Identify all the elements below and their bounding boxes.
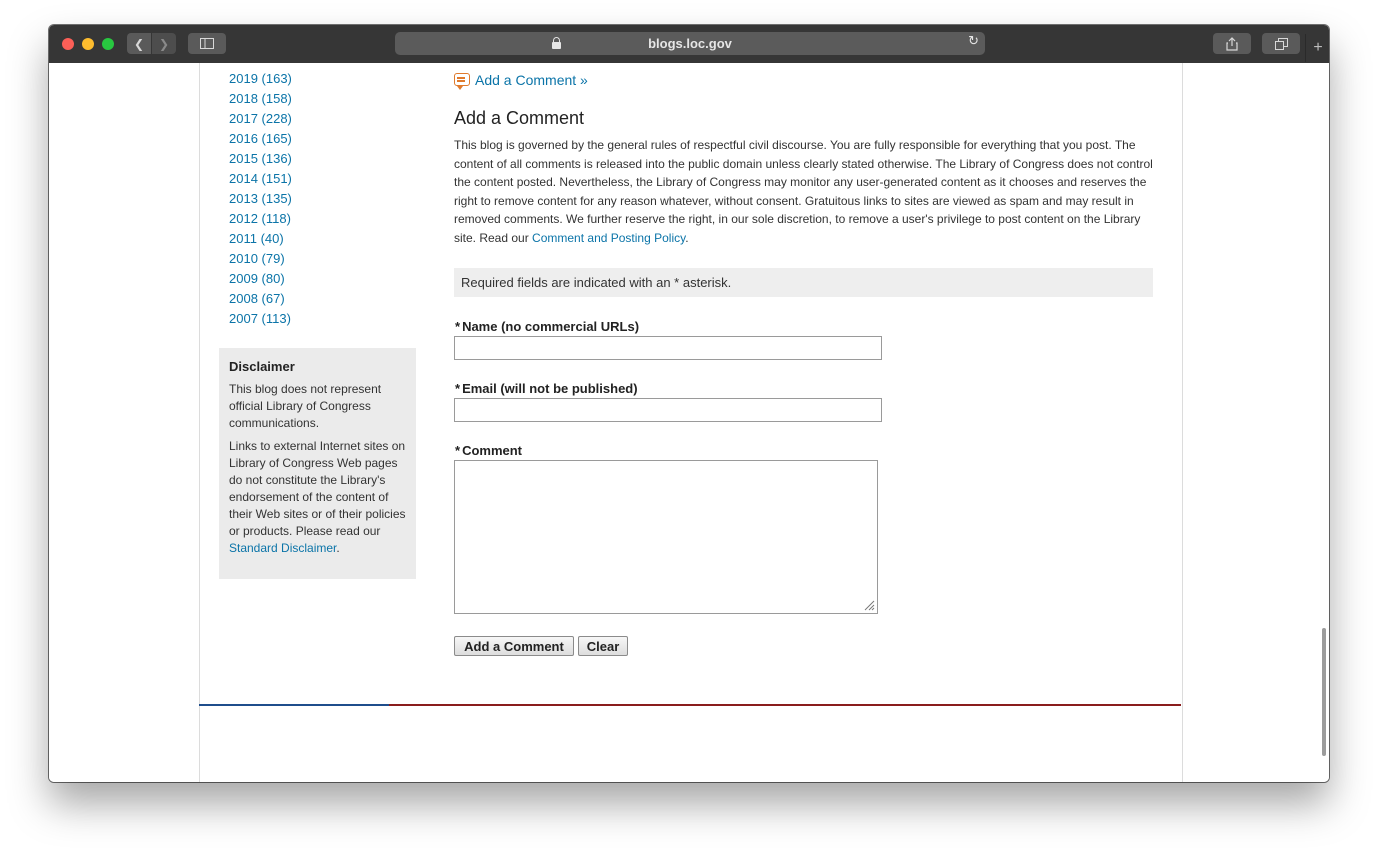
- address-bar[interactable]: [395, 32, 985, 55]
- name-label: [455, 319, 639, 334]
- archive-year-link[interactable]: 2007 (113): [229, 311, 291, 326]
- archive-year-link[interactable]: 2012 (118): [229, 211, 291, 226]
- name-label-text: Name (no commercial URLs): [462, 319, 640, 334]
- zoom-window-button[interactable]: [102, 38, 114, 50]
- archive-year-link[interactable]: 2018 (158): [229, 91, 292, 106]
- archive-year-link[interactable]: 2009 (80): [229, 271, 285, 286]
- resize-grip-icon[interactable]: [863, 599, 875, 611]
- email-label-text: Email (will not be published): [462, 381, 638, 396]
- url-text: blogs.loc.gov: [648, 36, 732, 51]
- submit-comment-button[interactable]: Add a Comment: [454, 636, 574, 656]
- reload-icon[interactable]: ↻: [968, 34, 979, 49]
- comment-label: [455, 443, 522, 458]
- required-asterisk: *: [455, 319, 461, 334]
- archive-year-link[interactable]: 2011 (40): [229, 231, 284, 246]
- archive-list: [229, 69, 292, 329]
- standard-disclaimer-link[interactable]: Standard Disclaimer: [229, 541, 337, 555]
- page-viewport: [49, 63, 1329, 782]
- sidebar-toggle-button[interactable]: [188, 33, 226, 54]
- required-asterisk: *: [455, 443, 461, 458]
- sidebar-icon: [200, 38, 214, 49]
- archive-year-link[interactable]: 2016 (165): [229, 131, 292, 146]
- scrollbar-thumb[interactable]: [1322, 628, 1326, 756]
- posting-policy-link[interactable]: Comment and Posting Policy: [532, 230, 686, 245]
- disclaimer-text-2: [229, 438, 406, 557]
- archive-year-link[interactable]: 2008 (67): [229, 291, 285, 306]
- lock-icon: [552, 37, 561, 49]
- disclaimer-text-2-body: Links to external Internet sites on Library of Congress Web pages do not constitute the Library's endorsement of the content of their Web sites or of their policies or products. Please read our: [229, 439, 406, 538]
- comment-icon: [454, 73, 470, 86]
- comment-textarea[interactable]: [454, 460, 878, 614]
- comment-policy-text: [454, 136, 1160, 248]
- tab-overview-button[interactable]: [1262, 33, 1300, 54]
- tabs-icon: [1275, 38, 1288, 50]
- close-window-button[interactable]: [62, 38, 74, 50]
- archive-year-link[interactable]: 2019 (163): [229, 71, 292, 86]
- disclaimer-text-1: This blog does not represent official Library of Congress communications.: [229, 382, 382, 430]
- disclaimer-box: [219, 348, 416, 579]
- archive-year-link[interactable]: 2015 (136): [229, 151, 292, 166]
- add-comment-link-text: Add a Comment »: [475, 72, 588, 88]
- new-tab-button[interactable]: [1305, 34, 1329, 62]
- chevron-left-icon: ❮: [133, 36, 145, 51]
- forward-button[interactable]: [152, 33, 176, 54]
- chevron-right-icon: ❯: [158, 36, 170, 51]
- minimize-window-button[interactable]: [82, 38, 94, 50]
- policy-period: .: [685, 230, 689, 245]
- share-button[interactable]: [1213, 33, 1251, 54]
- archive-year-link[interactable]: 2017 (228): [229, 111, 292, 126]
- email-label: [455, 381, 638, 396]
- back-button[interactable]: [127, 33, 151, 54]
- comment-heading: Add a Comment: [454, 108, 585, 128]
- required-asterisk: *: [455, 381, 461, 396]
- archive-year-link[interactable]: 2010 (79): [229, 251, 285, 266]
- browser-window: [49, 25, 1329, 782]
- comment-label-text: Comment: [462, 443, 523, 458]
- footer-rule-blue: [199, 704, 389, 706]
- add-comment-link[interactable]: [454, 72, 588, 88]
- email-input[interactable]: [454, 398, 882, 422]
- policy-body: This blog is governed by the general rules of respectful civil discourse. You are fully responsible for everything that you post. The content of all comments is released into the public domain unless clearly stated otherwise. The Library of Congress does not control the content posted. Nevertheless, the Library of Congress may monitor any user-generated content as it chooses and reserves the right to remove content for any reason whatever, without consent. Gratuitous links to sites are viewed as spam and may result in removed comments. We further reserve the right, in our sole discretion, to remove a user's privilege to post content on the Library site. Read our: [454, 138, 1153, 245]
- disclaimer-title: Disclaimer: [229, 359, 295, 374]
- archive-year-link[interactable]: 2014 (151): [229, 171, 292, 186]
- plus-icon: +: [1313, 39, 1323, 56]
- share-icon: [1226, 37, 1238, 51]
- required-fields-note: Required fields are indicated with an * asterisk.: [454, 268, 1153, 297]
- browser-toolbar: [49, 25, 1329, 64]
- disclaimer-period: .: [336, 541, 340, 555]
- clear-button[interactable]: Clear: [578, 636, 628, 656]
- archive-year-link[interactable]: 2013 (135): [229, 191, 292, 206]
- name-input[interactable]: [454, 336, 882, 360]
- footer-rule-red: [389, 704, 1181, 706]
